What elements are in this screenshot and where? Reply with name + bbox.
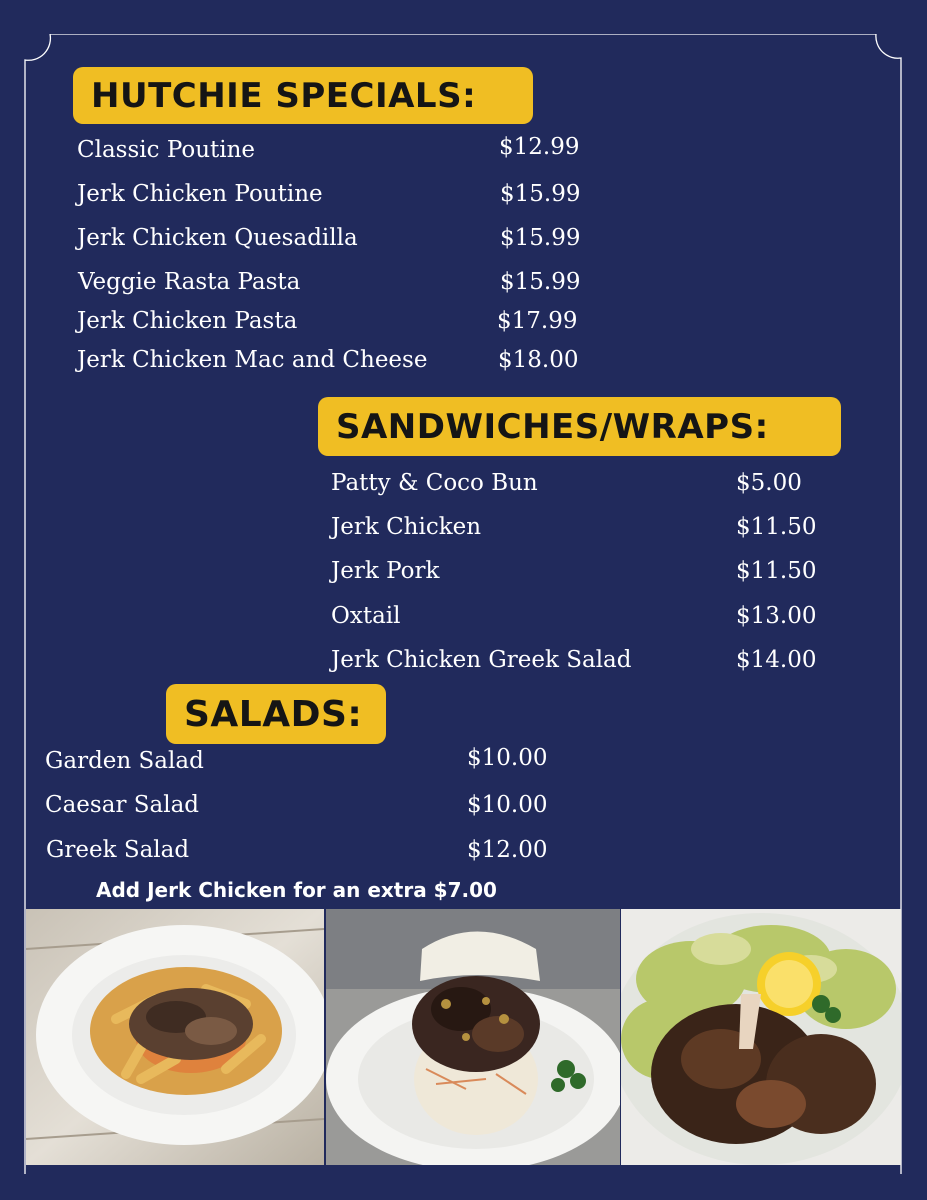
menu-item-price: $15.99 xyxy=(500,181,581,207)
menu-item-price: $17.99 xyxy=(497,308,578,334)
menu-item-price: $15.99 xyxy=(500,269,581,295)
menu-item-name: Greek Salad xyxy=(46,837,190,863)
specials-heading: HUTCHIE SPECIALS: xyxy=(73,67,533,124)
menu-item-price: $13.00 xyxy=(736,603,817,629)
menu-item-name: Jerk Chicken xyxy=(331,514,482,540)
menu-item-name: Jerk Chicken Pasta xyxy=(77,308,298,334)
jerk-chicken-salad-photo xyxy=(621,909,901,1165)
sandwich-photo xyxy=(326,909,620,1165)
menu-item-price: $10.00 xyxy=(467,745,548,771)
menu-item-name: Oxtail xyxy=(331,603,401,629)
menu-item-price: $5.00 xyxy=(736,470,802,496)
menu-item-name: Jerk Chicken Mac and Cheese xyxy=(77,347,428,373)
menu-item-name: Jerk Chicken Poutine xyxy=(77,181,323,207)
menu-item-name: Caesar Salad xyxy=(45,792,200,818)
menu-item-name: Veggie Rasta Pasta xyxy=(78,269,301,295)
poutine-photo xyxy=(26,909,324,1165)
menu-item-price: $12.00 xyxy=(467,837,548,863)
salads-heading: SALADS: xyxy=(166,684,386,744)
menu-item-price: $12.99 xyxy=(499,134,580,160)
add-on-note: Add Jerk Chicken for an extra $7.00 xyxy=(96,878,497,902)
menu-item-name: Jerk Pork xyxy=(331,558,440,584)
menu-item-price: $10.00 xyxy=(467,792,548,818)
sandwiches-heading: SANDWICHES/WRAPS: xyxy=(318,397,841,456)
menu-item-price: $11.50 xyxy=(736,514,817,540)
menu-item-name: Jerk Chicken Quesadilla xyxy=(77,225,358,251)
menu-item-price: $18.00 xyxy=(498,347,579,373)
menu-item-name: Garden Salad xyxy=(45,748,204,774)
menu-item-name: Classic Poutine xyxy=(77,137,256,163)
menu-item-price: $15.99 xyxy=(500,225,581,251)
menu-item-name: Jerk Chicken Greek Salad xyxy=(331,647,632,673)
menu-item-price: $14.00 xyxy=(736,647,817,673)
menu-item-price: $11.50 xyxy=(736,558,817,584)
menu-item-name: Patty & Coco Bun xyxy=(331,470,538,496)
